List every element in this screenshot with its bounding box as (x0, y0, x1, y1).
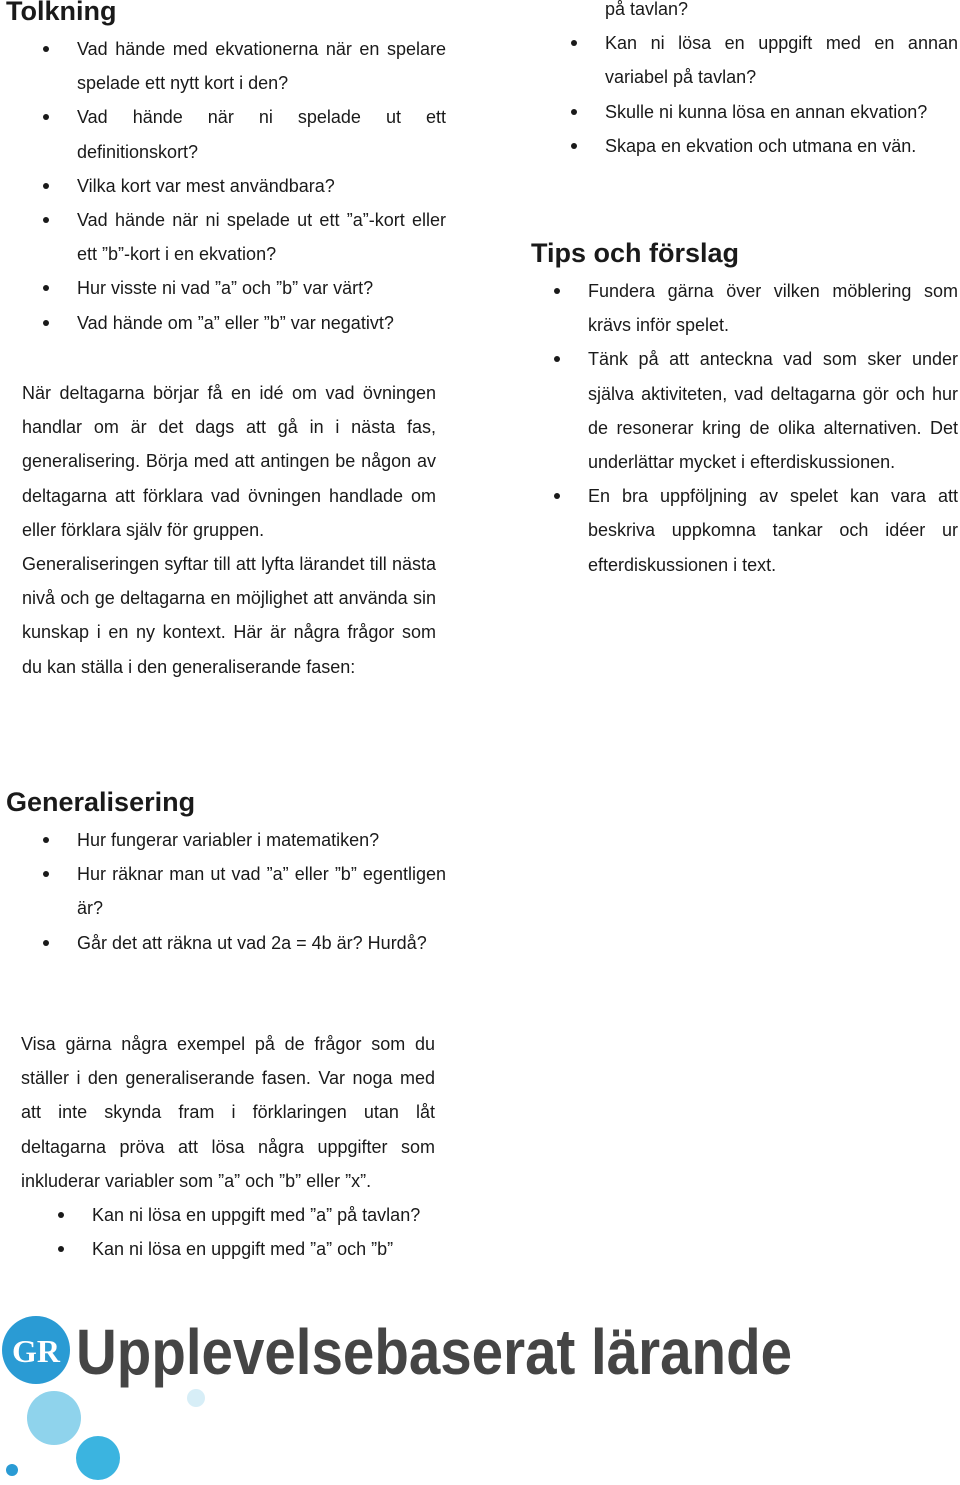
logo-dot-mid-blue (76, 1436, 120, 1480)
continued-fragment: på tavlan? (605, 0, 689, 19)
visa-list (21, 1198, 446, 1266)
logo-dot-small (187, 1389, 205, 1407)
logo-dot-light-blue (27, 1391, 81, 1445)
list-item: Vilka kort var mest användbara? (6, 169, 446, 203)
list-item: Vad hände när ni spelade ut ett ”a”-kort eller ett ”b”-kort i en ekvation? (6, 203, 446, 271)
intro-paragraph-2: Generaliseringen syftar till att lyfta lärandet till nästa nivå och ge deltagarna en möjlighet att använda sin kunskap i en ny kontext. Här är några frågor som du kan ställa i den generaliserande fasen: (22, 554, 436, 677)
list-item: Hur fungerar variabler i matematiken? (6, 823, 446, 857)
list-item: Kan ni lösa en uppgift med ”a” och ”b” (21, 1232, 446, 1266)
list-item: Vad hände med ekvationerna när en spelare spelade ett nytt kort i den? (6, 32, 446, 100)
tolkning-list (6, 32, 446, 340)
tips-section (531, 238, 958, 582)
list-item: Tänk på att anteckna vad som sker under själva aktiviteten, vad deltagarna gör och hur de resonerar kring de olika alternativen. Det underlättar mycket i efterdiskussionen. (531, 342, 958, 479)
logo-text: Upplevelsebaserat lärande (76, 1316, 792, 1388)
logo-badge-text: GR (12, 1333, 60, 1369)
tips-heading: Tips och förslag (531, 238, 740, 268)
list-item: Skulle ni kunna lösa en annan ekvation? (534, 95, 958, 129)
tolkning-heading: Tolkning (6, 0, 117, 26)
generalisering-section (6, 787, 446, 960)
intro-text (22, 376, 436, 684)
visa-paragraph: Visa gärna några exempel på de frågor som du ställer i den generaliserande fasen. Var noga med att inte skynda fram i förklaringen utan låt deltagarna pröva att lösa några uppgifter som inkluderar variabler som ”a” och ”b” eller ”x”. (21, 1034, 435, 1191)
list-item: Fundera gärna över vilken möblering som krävs inför spelet. (531, 274, 958, 342)
logo-dot-tiny (6, 1464, 18, 1476)
logo (0, 1310, 820, 1480)
list-item: Vad hände om ”a” eller ”b” var negativt? (6, 306, 446, 340)
generalisering-heading: Generalisering (6, 787, 196, 817)
list-item: Skapa en ekvation och utmana en vän. (534, 129, 958, 163)
tolkning-section (6, 0, 446, 340)
list-item: Kan ni lösa en uppgift med ”a” på tavlan? (21, 1198, 446, 1232)
list-item: Går det att räkna ut vad 2a = 4b är? Hurdå? (6, 926, 446, 960)
list-item: Kan ni lösa en uppgift med en annan variabel på tavlan? (534, 26, 958, 94)
list-item: En bra uppföljning av spelet kan vara att beskriva uppkomna tankar och idéer ur efterdiskussionen i text. (531, 479, 958, 582)
list-item: Hur visste ni vad ”a” och ”b” var värt? (6, 271, 446, 305)
list-item: Hur räknar man ut vad ”a” eller ”b” egentligen är? (6, 857, 446, 925)
logo-graphic (0, 1310, 820, 1480)
list-item: Vad hände när ni spelade ut ett definitionskort? (6, 100, 446, 168)
right-continued-list (534, 0, 958, 163)
right-list (534, 26, 958, 163)
tips-list (531, 274, 958, 582)
intro-paragraph-1: När deltagarna börjar få en idé om vad övningen handlar om är det dags att gå in i nästa fas, generalisering. Börja med att antingen be någon av deltagarna att förklara vad övningen handlade om eller förklara själv för gruppen. (22, 383, 436, 540)
generalisering-list (6, 823, 446, 960)
visa-section (21, 1027, 446, 1266)
